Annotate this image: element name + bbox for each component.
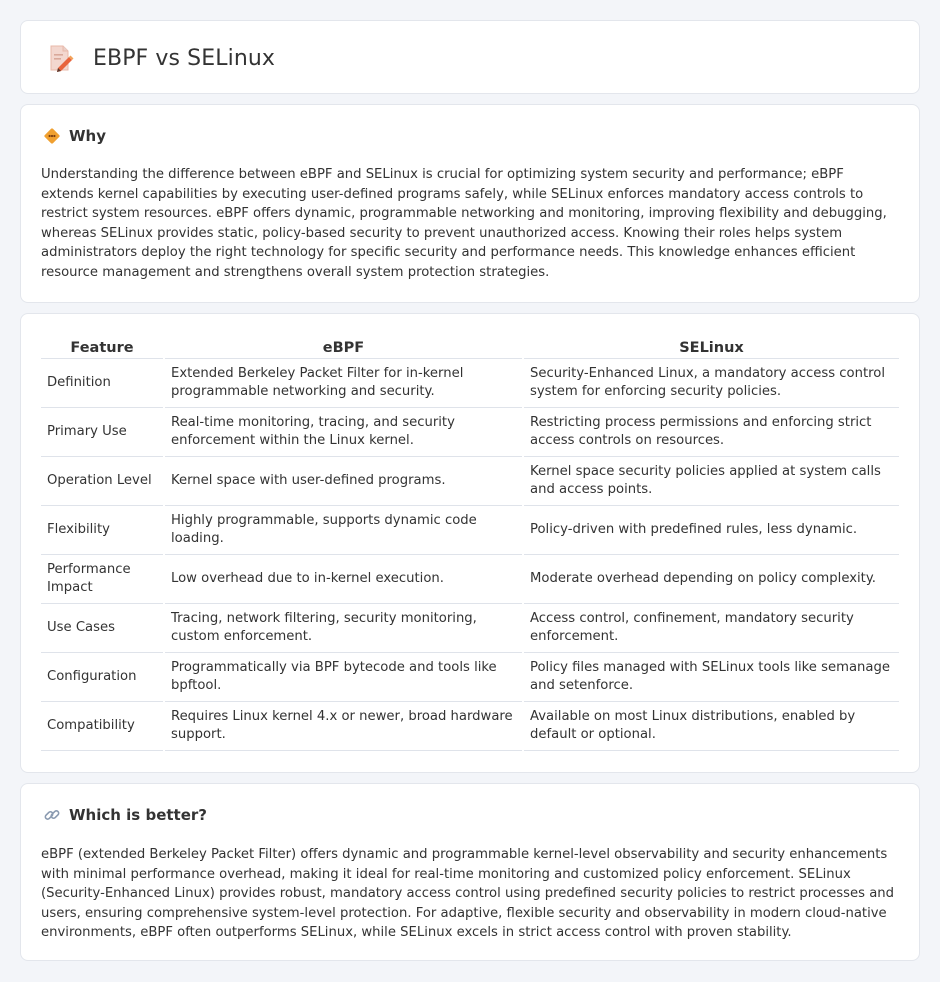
- ebpf-cell: Kernel space with user-defined programs.: [164, 456, 523, 505]
- table-row: [41, 505, 899, 554]
- table-row: [41, 456, 899, 505]
- ebpf-cell: Real-time monitoring, tracing, and security enforcement within the Linux kernel.: [164, 407, 523, 456]
- diamond-warning-icon: [43, 127, 61, 145]
- comparison-table: [41, 334, 899, 751]
- table-header-row: [41, 334, 899, 358]
- selinux-cell: Security-Enhanced Linux, a mandatory access control system for enforcing security policies.: [523, 358, 899, 407]
- better-text: eBPF (extended Berkeley Packet Filter) offers dynamic and programmable kernel-level observability and security enhancements with minimal performance overhead, making it ideal for real-time monitoring and customized policy enforcement. SELinux (Security-Enhanced Linux) provides robust, mandatory access control using predefined security policies to restrict processes and users, ensuring comprehensive system-level protection. For adaptive, flexible security and observability in modern cloud-native environments, eBPF often outperforms SELinux, while SELinux excels in strict access control with proven stability.: [41, 847, 895, 940]
- feature-cell: Use Cases: [41, 603, 164, 652]
- comparison-card: [20, 313, 920, 773]
- link-icon: [43, 806, 61, 824]
- why-text: Understanding the difference between eBPF and SELinux is crucial for optimizing system security and performance; eBPF extends kernel capabilities by executing user-defined programs safely, while SELinux enforces mandatory access controls to restrict system resources. eBPF offers dynamic, programmable networking and monitoring, improving flexibility and debugging, whereas SELinux provides static, policy-based security to prevent unauthorized access. Knowing their roles helps system administrators deploy the right technology for specific security and performance needs. This knowledge enhances efficient resource management and strengthens overall system protection strategies.: [41, 167, 887, 280]
- header-feature: Feature: [41, 334, 164, 358]
- feature-cell: Compatibility: [41, 701, 164, 750]
- table-row: [41, 652, 899, 701]
- table-row: [41, 603, 899, 652]
- selinux-cell: Policy files managed with SELinux tools like semanage and setenforce.: [523, 652, 899, 701]
- selinux-cell: Policy-driven with predefined rules, less dynamic.: [523, 505, 899, 554]
- page-title: EBPF vs SELinux: [93, 45, 276, 71]
- selinux-cell: Available on most Linux distributions, enabled by default or optional.: [523, 701, 899, 750]
- ebpf-cell: Tracing, network filtering, security monitoring, custom enforcement.: [164, 603, 523, 652]
- table-row: [41, 554, 899, 603]
- title-card: [20, 20, 920, 94]
- which-is-better-card: [20, 783, 920, 961]
- ebpf-cell: Extended Berkeley Packet Filter for in-kernel programmable networking and security.: [164, 358, 523, 407]
- table-row: [41, 701, 899, 750]
- feature-cell: Primary Use: [41, 407, 164, 456]
- ebpf-cell: Highly programmable, supports dynamic code loading.: [164, 505, 523, 554]
- selinux-cell: Moderate overhead depending on policy complexity.: [523, 554, 899, 603]
- feature-cell: Flexibility: [41, 505, 164, 554]
- feature-cell: Configuration: [41, 652, 164, 701]
- better-title: Which is better?: [69, 806, 207, 824]
- feature-cell: Performance Impact: [41, 554, 164, 603]
- why-title: Why: [69, 127, 107, 145]
- ebpf-cell: Requires Linux kernel 4.x or newer, broad hardware support.: [164, 701, 523, 750]
- title-row: [45, 43, 275, 73]
- selinux-cell: Restricting process permissions and enforcing strict access controls on resources.: [523, 407, 899, 456]
- why-card: [20, 104, 920, 303]
- feature-cell: Definition: [41, 358, 164, 407]
- header-ebpf: eBPF: [164, 334, 523, 358]
- better-heading: [43, 806, 207, 824]
- table-row: [41, 407, 899, 456]
- ebpf-cell: Programmatically via BPF bytecode and tools like bpftool.: [164, 652, 523, 701]
- selinux-cell: Access control, confinement, mandatory security enforcement.: [523, 603, 899, 652]
- feature-cell: Operation Level: [41, 456, 164, 505]
- document-pencil-icon: [45, 43, 75, 73]
- header-selinux: SELinux: [523, 334, 899, 358]
- table-row: [41, 358, 899, 407]
- why-heading: [43, 127, 106, 145]
- ebpf-cell: Low overhead due to in-kernel execution.: [164, 554, 523, 603]
- selinux-cell: Kernel space security policies applied at system calls and access points.: [523, 456, 899, 505]
